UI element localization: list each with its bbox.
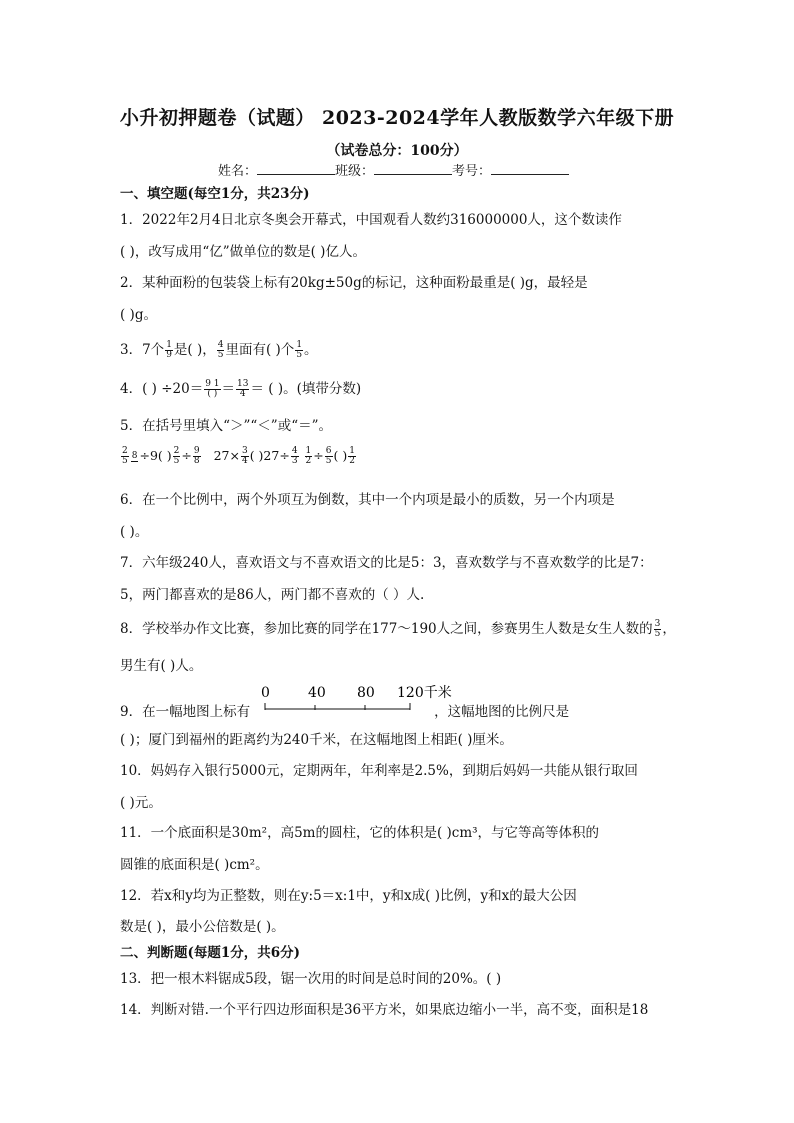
question-14: 14．判断对错.一个平行四边形面积是36平方米，如果底边缩小一半，高不变，面积是18 <box>120 1002 649 1018</box>
question-5-comparisons: $\frac{2}{5}$ 8 ÷9( ) $\frac{2}{5}$ ÷ $\frac{9}{8}$ 27× $\frac{3}{4}$ ( )27÷ $\frac{4}{3}$ $\frac{1}{2}$ ÷ $\frac{6}{5}$ ( ) $\frac{1}{2}$ <box>122 446 355 466</box>
question-6-line-1: 6．在一个比例中，两个外项互为倒数，其中一个内项是最小的质数，另一个内项是 <box>120 492 615 508</box>
fraction: $\frac{1}{9}$ <box>166 340 172 360</box>
question-2-line-1: 2．某种面粉的包装袋上标有20kg±50g的标记，这种面粉最重是( )g，最轻是 <box>120 275 588 291</box>
class-field[interactable] <box>374 162 452 175</box>
scale-label: 0 <box>261 685 270 701</box>
id-label: 考号： <box>452 164 492 179</box>
id-field[interactable] <box>491 162 569 175</box>
question-8-line-1: 8．学校举办作文比赛，参加比赛的同学在177～190人之间，参赛男生人数是女生人数的 $\frac{3}{5}$ ， <box>120 619 676 639</box>
fraction: $\frac{1}{2}$ <box>305 446 312 466</box>
scale-label: 40 <box>308 685 326 701</box>
name-field[interactable] <box>257 162 335 175</box>
fraction: $\frac{3}{5}$ <box>654 619 661 639</box>
scale-label: 120千米 <box>397 685 452 701</box>
map-scale-bar <box>258 682 458 716</box>
question-12-line-1: 12．若x和y均为正整数，则在y:5＝x:1中，y和x成( )比例，y和x的最大公因 <box>120 888 577 904</box>
fraction: $\frac{3}{4}$ <box>241 446 248 466</box>
question-11-line-2: 圆锥的底面积是( )cm²。 <box>120 857 269 873</box>
question-9-line-2: ( )；厦门到福州的距离约为240千米，在这幅地图上相距( )厘米。 <box>120 732 513 748</box>
question-10-line-1: 10．妈妈存入银行5000元，定期两年，年利率是2.5%，到期后妈妈一共能从银行取回 <box>120 763 638 779</box>
question-7-line-2: 5，两门都喜欢的是86人，两门都不喜欢的（ ）人. <box>120 587 425 603</box>
fraction: $\frac{1}{2}$ <box>349 446 355 466</box>
fraction: $\frac{4}{3}$ <box>291 446 298 466</box>
fraction: $\frac{4}{5}$ <box>217 340 224 360</box>
question-5-line-1: 5．在括号里填入“＞”“＜”或“＝”。 <box>120 418 332 434</box>
question-7-line-1: 7．六年级240人，喜欢语文与不喜欢语文的比是5：3，喜欢数学与不喜欢数学的比是7： <box>120 555 653 571</box>
question-4: 4．( ) ÷20＝ $\frac{9 1}{( )}$ ＝ $\frac{13}{4}$ ＝ ( )。(填带分数) <box>120 379 362 399</box>
question-6-line-2: ( )。 <box>120 524 149 540</box>
question-13: 13．把一根木料锯成5段，锯一次用的时间是总时间的20%。( ) <box>120 971 502 987</box>
question-8-line-2: 男生有( )人。 <box>120 658 203 674</box>
question-12-line-2: 数是( )，最小公倍数是( )。 <box>120 919 285 935</box>
fraction: $\frac{9 1}{( )}$ <box>205 379 220 399</box>
fraction: $\frac{2}{5}$ <box>173 446 180 466</box>
section-heading-judge: 二、判断题(每题1分，共6分) <box>120 945 301 961</box>
question-9-line-1: 9．在一幅地图上标有 ，这幅地图的比例尺是 <box>120 704 570 720</box>
fraction: $\frac{13}{4}$ <box>237 379 249 399</box>
total-score: （试卷总分：100分） <box>326 143 468 159</box>
class-label: 班级： <box>335 164 375 179</box>
fraction: 8 <box>131 450 138 461</box>
fraction: $\frac{2}{5}$ <box>122 446 128 466</box>
scale-label: 80 <box>357 685 375 701</box>
fraction: $\frac{1}{5}$ <box>296 340 303 360</box>
section-heading-fill: 一、填空题(每空1分，共23分) <box>120 186 310 202</box>
question-1-line-1: 1．2022年2月4日北京冬奥会开幕式，中国观看人数约316000000人，这个数读作 <box>120 212 622 228</box>
question-1-line-2: ( )，改写成用“亿”做单位的数是( )亿人。 <box>120 244 366 260</box>
question-3: 3．7个 $\frac{1}{9}$ 是( )， $\frac{4}{5}$ 里面有( )个 $\frac{1}{5}$ 。 <box>120 340 318 360</box>
question-11-line-1: 11．一个底面积是30m²，高5m的圆柱，它的体积是( )cm³，与它等高等体积的 <box>120 825 600 841</box>
fraction: $\frac{6}{5}$ <box>325 446 332 466</box>
question-2-line-2: ( )g。 <box>120 307 157 323</box>
question-10-line-2: ( )元。 <box>120 795 162 811</box>
student-info-row <box>218 160 569 179</box>
page-title: 小升初押题卷（试题） 2023-2024学年人教版数学六年级下册 <box>119 107 675 129</box>
name-label: 姓名： <box>218 164 258 179</box>
fraction: $\frac{9}{8}$ <box>193 446 200 466</box>
